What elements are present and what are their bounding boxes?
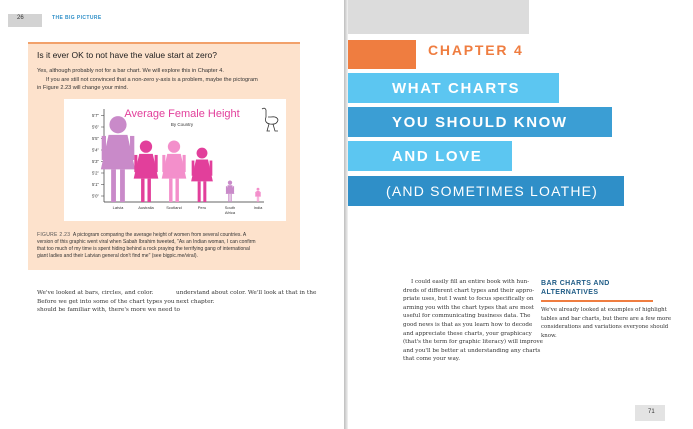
body-line: Before we get into some of the chart types you <box>37 298 175 305</box>
body-line: (that's the term for graphic literacy) will improve <box>403 339 543 346</box>
woman-pictogram-part <box>130 136 134 160</box>
woman-pictogram-part <box>260 192 261 196</box>
body-line: dreds of different chart types and their appro- <box>403 287 535 294</box>
y-tick-label: 5'3" <box>92 159 99 164</box>
woman-pictogram-part <box>155 155 158 172</box>
caption-line: that too much of my time is spent hiding behind a rock praying the terrifying gang of international <box>37 246 250 252</box>
chart-title: Average Female Height <box>124 108 240 120</box>
x-category-label-line2: Africa <box>224 210 236 215</box>
woman-pictogram-part <box>102 136 106 160</box>
page-tab <box>348 0 529 34</box>
woman-pictogram-part <box>197 148 208 159</box>
chapter-accent-bar <box>348 40 416 69</box>
woman-pictogram-part <box>192 161 195 176</box>
section-heading: BAR CHARTS AND ALTERNATIVES <box>541 280 610 296</box>
page-number: 26 <box>17 15 24 21</box>
body-line: We've looked at bars, circles, and color. <box>37 290 154 296</box>
page-tab <box>8 14 42 27</box>
woman-pictogram-part <box>257 188 260 191</box>
sidebar-question: Is it ever OK to not have the value start at zero? <box>37 50 218 60</box>
body-line: good news is that as you learn how to decode <box>403 321 533 328</box>
woman-pictogram-part <box>168 140 180 152</box>
left-page <box>0 0 344 429</box>
right-page <box>348 0 693 429</box>
y-tick-label: 5'2" <box>92 170 99 176</box>
body-line: and you'll be better at understanding any charts <box>403 347 541 354</box>
woman-pictogram-part <box>231 194 232 202</box>
x-category-label: South <box>224 205 236 210</box>
woman-pictogram-part <box>258 197 259 202</box>
y-tick-label: 5'4" <box>92 147 99 153</box>
x-category-label: India <box>253 205 263 210</box>
woman-pictogram <box>255 188 261 202</box>
chapter-label: CHAPTER 4 <box>428 42 524 58</box>
body-line: should be familiar with, there's more we need to <box>37 307 180 314</box>
woman-pictogram-part <box>198 181 201 202</box>
y-tick-label: 5'1" <box>92 182 99 187</box>
woman-pictogram-part <box>183 155 186 172</box>
caption-line: A pictogram comparing the average height of women from several countries. A <box>72 232 247 238</box>
body-line: that come your way. <box>403 356 461 363</box>
body-line: know. <box>541 332 557 339</box>
y-tick-label: 5'7" <box>92 113 99 118</box>
section-divider <box>541 300 653 302</box>
sidebar-text-line: If you are still not convinced that a non-zero y-axis is a problem, maybe the pictogram <box>46 77 258 83</box>
woman-pictogram <box>226 181 235 202</box>
running-header <box>0 0 344 27</box>
woman-pictogram-part <box>169 179 172 202</box>
woman-pictogram-part <box>111 169 116 202</box>
woman-pictogram <box>134 140 159 202</box>
intro-paragraph <box>403 278 543 364</box>
body-line: next chapter. <box>176 298 215 305</box>
woman-pictogram-part <box>140 140 152 152</box>
body-line: and appreciate these charts, your graphicacy <box>403 330 532 337</box>
ostrich-icon <box>262 108 278 131</box>
woman-pictogram-part <box>228 194 229 202</box>
woman-pictogram-part <box>109 116 126 133</box>
body-line: I could easily fill an entire book with hun- <box>411 279 530 285</box>
body-line: considerations and variations everyone should <box>541 324 669 331</box>
y-tick-label: 5'6" <box>92 124 99 130</box>
ostrich-icon-stroke <box>267 124 270 131</box>
chapter-title-line: AND LOVE <box>348 141 512 171</box>
x-category-label: Australia <box>138 205 154 210</box>
ostrich-icon-stroke <box>262 108 278 124</box>
section-paragraph <box>541 306 671 340</box>
x-category-label: Latvia <box>112 205 124 210</box>
woman-pictogram-part <box>255 192 256 196</box>
body-line: priate uses, but I want to focus specifically on <box>403 296 534 303</box>
woman-pictogram-part <box>228 181 232 185</box>
sidebar-box <box>28 42 300 270</box>
woman-pictogram-part <box>147 179 150 202</box>
figure-number: FIGURE 2.23 <box>37 232 71 238</box>
chapter-title-line: WHAT CHARTS <box>348 73 559 103</box>
chapter-title-line: YOU SHOULD KNOW <box>348 107 612 137</box>
body-line: useful for communicating business data. The <box>403 313 531 320</box>
woman-pictogram <box>101 116 135 202</box>
ostrich-icon-stroke <box>273 124 278 131</box>
pictogram-figure <box>64 99 286 221</box>
woman-pictogram-part <box>162 155 165 172</box>
body-column-2 <box>176 289 316 306</box>
body-line: tables and bar charts, but there are a few more <box>541 315 672 322</box>
y-tick-label: 5'0" <box>92 193 99 199</box>
chapter-subtitle-line: (AND SOMETIMES LOATHE) <box>348 176 624 206</box>
body-line: arming you with the chart types that are most <box>403 304 534 311</box>
sidebar-text-line: in Figure 2.23 will change your mind. <box>37 85 129 91</box>
x-category-label: Peru <box>197 205 207 210</box>
woman-pictogram-part <box>134 155 137 172</box>
body-line: We've already looked at examples of highlight <box>541 307 667 313</box>
caption-line: version of this graphic went viral when Sabah Ibrahim tweeted, "As an Indian woman, I can confirm <box>37 239 256 245</box>
running-title: THE BIG PICTURE <box>52 15 102 21</box>
woman-pictogram-part <box>141 179 144 202</box>
y-tick-label: 5'5" <box>92 136 99 141</box>
woman-pictogram-part <box>175 179 178 202</box>
pictogram-chart <box>64 99 286 221</box>
body-column-1 <box>37 289 180 315</box>
woman-pictogram-part <box>226 186 227 192</box>
woman-pictogram <box>191 148 213 202</box>
chart-subtitle: By Country <box>170 122 194 127</box>
woman-pictogram-part <box>120 169 125 202</box>
woman-pictogram-part <box>210 161 213 176</box>
woman-pictogram <box>162 140 187 202</box>
sidebar-text-line: Yes, although probably not for a bar chart. We will explore this in Chapter 4. <box>37 68 224 74</box>
figure-caption <box>37 232 299 260</box>
caption-line: giant ladies and their Latvian general don't find me" (see bigpic.me/viral). <box>37 253 198 259</box>
woman-pictogram-part <box>233 186 234 192</box>
woman-pictogram-part <box>257 197 258 202</box>
page-number: 71 <box>648 409 655 415</box>
x-category-label: Scotland <box>166 205 182 210</box>
body-line: understand about color. We'll look at that in the <box>176 290 317 296</box>
woman-pictogram-part <box>203 181 206 202</box>
